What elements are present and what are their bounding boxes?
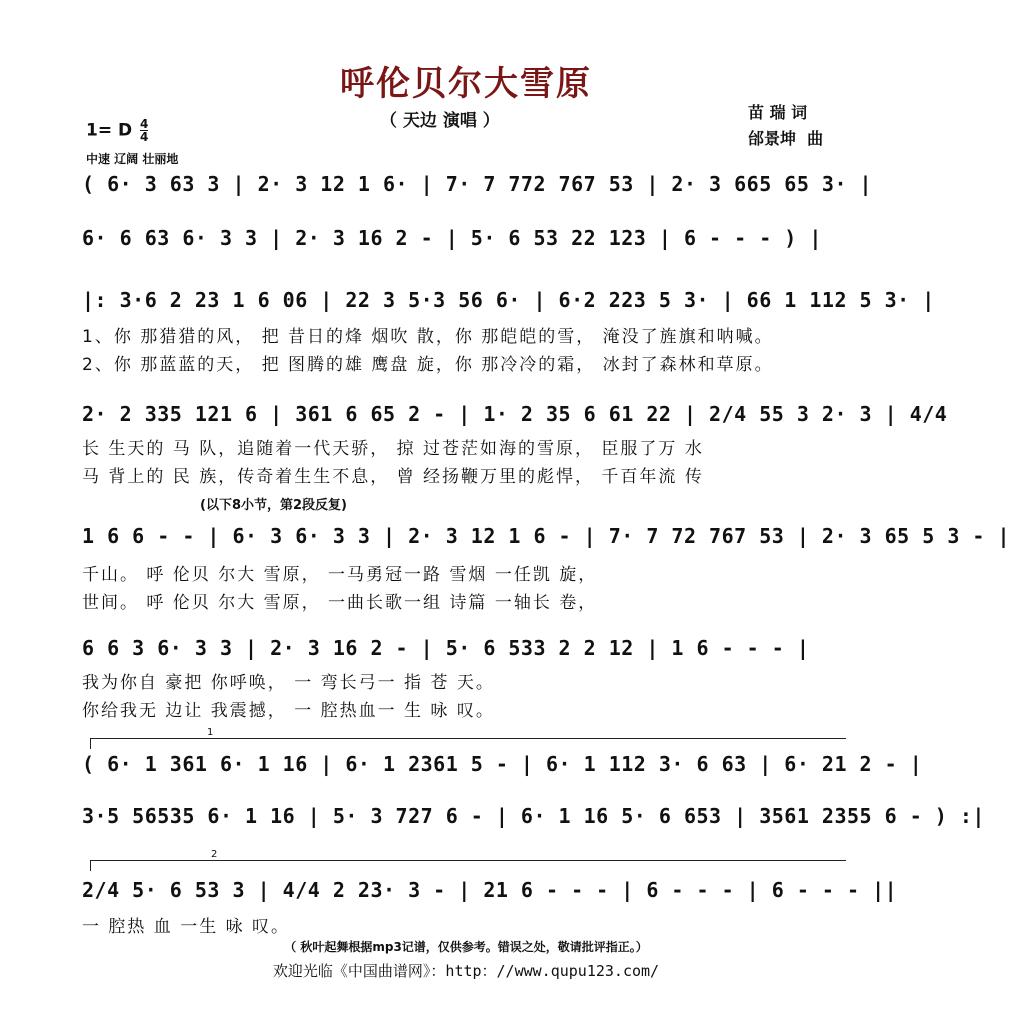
site-link[interactable]: 欢迎光临《中国曲谱网》：http：//www.qupu123.com/ (272, 962, 660, 980)
lyricist-credit: 苗 瑞 词 (748, 103, 808, 122)
key-signature (86, 118, 148, 143)
lyric-verse1-line4: 我为你自 豪把 你呼唤， 一 弯长弓一 指 苍 天。 (82, 673, 495, 693)
lyric-ending: 一 腔热 血 一生 咏 叹。 (82, 917, 291, 937)
volta-number-1: 1 (207, 727, 214, 738)
performer-label: （ 天边 演唱 ） (380, 111, 500, 131)
lyric-verse2-line2: 马 背上的 民 族，传奇着生生不息， 曾 经扬鞭万里的彪悍， 千百年流 传 (82, 467, 704, 487)
transcriber-note: （ 秋叶起舞根据mp3记谱，仅供参考。错误之处，敬请批评指正。） (284, 940, 648, 954)
key-label: 1= D (86, 120, 133, 141)
staff-system-4: 2· 2 335 121 6 | 361 6 65 2 - | 1· 2 35 6 61 22 | 2/4 55 3 2· 3 | 4/4 (82, 402, 948, 426)
tempo-marking: 中速 辽阔 壮丽地 (86, 152, 179, 166)
volta-number-2: 2 (211, 849, 218, 860)
lyric-verse2-line3: 世间。 呼 伦贝 尔大 雪原， 一曲长歌一组 诗篇 一轴长 卷， (82, 593, 598, 613)
time-top: 4 (140, 117, 149, 131)
lyric-verse1-line2: 长 生天的 马 队，追随着一代天骄， 掠 过苍茫如海的雪原， 臣服了万 水 (82, 439, 704, 459)
song-title: 呼伦贝尔大雪原 (340, 64, 592, 104)
staff-system-5: 1 6 6 - - | 6· 3 6· 3 3 | 2· 3 12 1 6 - | 7· 7 72 767 53 | 2· 3 65 5 3 - | (82, 524, 1010, 548)
staff-system-6: 6 6 3 6· 3 3 | 2· 3 16 2 - | 5· 6 533 2 2 12 | 1 6 - - - | (82, 636, 810, 660)
lyric-verse1-line3: 千山。 呼 伦贝 尔大 雪原， 一马勇冠一路 雪烟 一任凯 旋， (82, 565, 598, 585)
staff-system-2: 6· 6 63 6· 3 3 | 2· 3 16 2 - | 5· 6 53 22 123 | 6 - - - ) | (82, 226, 822, 250)
time-signature (140, 118, 148, 143)
repeat-instruction: (以下8小节，第2段反复) (200, 498, 347, 513)
credits (748, 100, 823, 152)
composer-credit: 邰景坤 曲 (748, 129, 824, 148)
lyric-verse2-line4: 你给我无 边让 我震撼， 一 腔热血一 生 咏 叹。 (82, 701, 495, 721)
staff-system-3: |: 3·6 2 23 1 6 06 | 22 3 5·3 56 6· | 6·2 223 5 3· | 66 1 112 5 3· | (82, 288, 935, 312)
staff-system-7: ( 6· 1 361 6· 1 16 | 6· 1 2361 5 - | 6· 1 112 3· 6 63 | 6· 21 2 - | (82, 752, 923, 776)
staff-system-1: ( 6· 3 63 3 | 2· 3 12 1 6· | 7· 7 772 767 53 | 2· 3 665 65 3· | (82, 172, 873, 196)
staff-system-8: 3·5 56535 6· 1 16 | 5· 3 727 6 - | 6· 1 16 5· 6 653 | 3561 2355 6 - ) :| (82, 804, 985, 828)
time-bottom: 4 (140, 130, 149, 144)
lyric-verse1-line1: 1、你 那猎猎的风， 把 昔日的烽 烟吹 散，你 那皑皑的雪， 淹没了旌旗和呐喊。 (82, 327, 774, 347)
staff-system-9: 2/4 5· 6 53 3 | 4/4 2 23· 3 - | 21 6 - - - | 6 - - - | 6 - - - || (82, 878, 898, 902)
volta-bracket-1 (90, 727, 846, 749)
volta-bracket-2 (90, 849, 846, 871)
lyric-verse2-line1: 2、你 那蓝蓝的天， 把 图腾的雄 鹰盘 旋，你 那冷冷的霜， 冰封了森林和草原。 (82, 355, 774, 375)
